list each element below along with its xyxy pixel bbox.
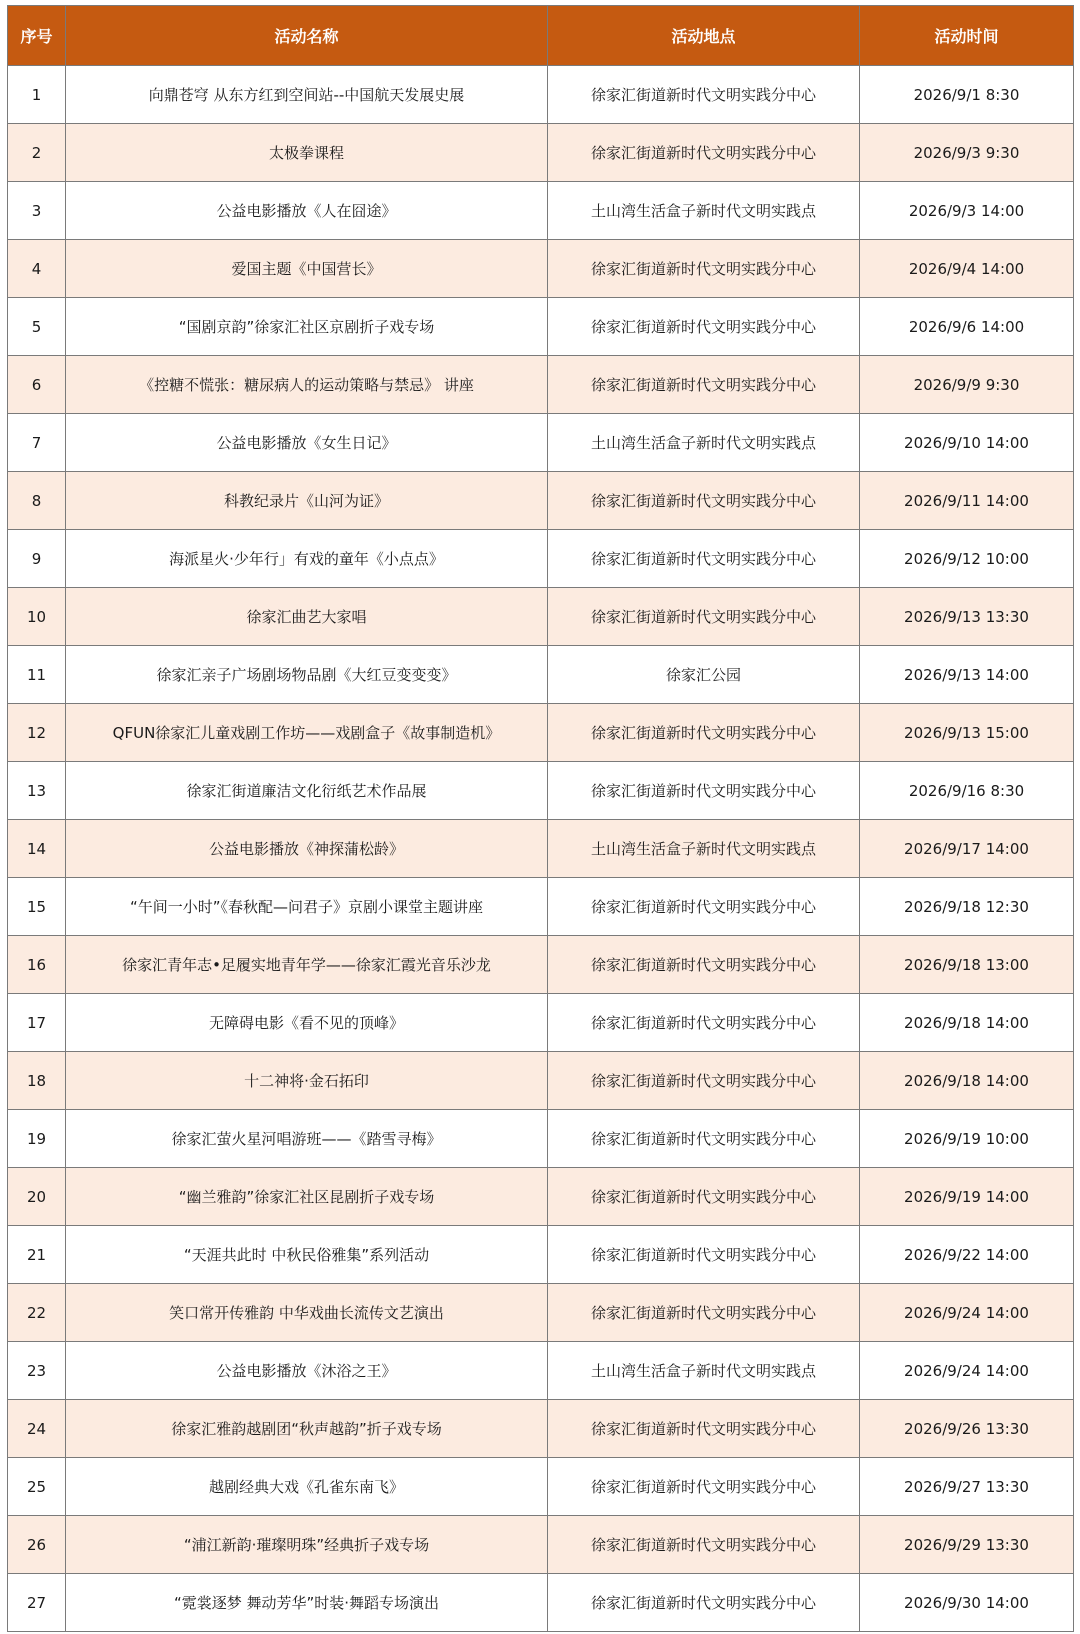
row-activity-time-cell: 2026/9/24 14:00 — [860, 1284, 1074, 1342]
row-activity-name-cell: 公益电影播放《人在囧途》 — [66, 182, 548, 240]
row-activity-time-cell: 2026/9/3 9:30 — [860, 124, 1074, 182]
row-activity-location-cell: 徐家汇街道新时代文明实践分中心 — [548, 472, 860, 530]
row-activity-location-cell: 徐家汇街道新时代文明实践分中心 — [548, 878, 860, 936]
table-row — [8, 588, 1074, 646]
table-row — [8, 356, 1074, 414]
table-row — [8, 1226, 1074, 1284]
header-activity-location: 活动地点 — [548, 6, 860, 66]
row-activity-name-cell: 无障碍电影《看不见的顶峰》 — [66, 994, 548, 1052]
row-seq-cell: 17 — [8, 994, 66, 1052]
row-activity-location-cell: 土山湾生活盒子新时代文明实践点 — [548, 182, 860, 240]
table-row — [8, 820, 1074, 878]
row-activity-time-cell: 2026/9/24 14:00 — [860, 1342, 1074, 1400]
row-seq-cell: 13 — [8, 762, 66, 820]
row-activity-location-cell: 徐家汇街道新时代文明实践分中心 — [548, 356, 860, 414]
row-activity-name-cell: “霓裳逐梦 舞动芳华”时装·舞蹈专场演出 — [66, 1574, 548, 1632]
row-activity-time-cell: 2026/9/18 14:00 — [860, 994, 1074, 1052]
row-activity-name-cell: 海派星火·少年行」有戏的童年《小点点》 — [66, 530, 548, 588]
row-seq-cell: 4 — [8, 240, 66, 298]
row-activity-time-cell: 2026/9/19 10:00 — [860, 1110, 1074, 1168]
row-seq-cell: 16 — [8, 936, 66, 994]
table-row — [8, 1168, 1074, 1226]
row-seq-cell: 25 — [8, 1458, 66, 1516]
row-seq-cell: 22 — [8, 1284, 66, 1342]
row-activity-name-cell: “国剧京韵”徐家汇社区京剧折子戏专场 — [66, 298, 548, 356]
row-activity-time-cell: 2026/9/12 10:00 — [860, 530, 1074, 588]
row-activity-name-cell: “幽兰雅韵”徐家汇社区昆剧折子戏专场 — [66, 1168, 548, 1226]
row-activity-time-cell: 2026/9/4 14:00 — [860, 240, 1074, 298]
row-seq-cell: 3 — [8, 182, 66, 240]
row-seq-cell: 5 — [8, 298, 66, 356]
row-seq-cell: 12 — [8, 704, 66, 762]
row-seq-cell: 24 — [8, 1400, 66, 1458]
row-activity-time-cell: 2026/9/13 13:30 — [860, 588, 1074, 646]
row-seq-cell: 8 — [8, 472, 66, 530]
table-row — [8, 1110, 1074, 1168]
row-activity-location-cell: 徐家汇街道新时代文明实践分中心 — [548, 704, 860, 762]
header-activity-time: 活动时间 — [860, 6, 1074, 66]
row-activity-name-cell: 向鼎苍穹 从东方红到空间站--中国航天发展史展 — [66, 66, 548, 124]
row-seq-cell: 11 — [8, 646, 66, 704]
row-seq-cell: 21 — [8, 1226, 66, 1284]
row-activity-location-cell: 徐家汇街道新时代文明实践分中心 — [548, 1400, 860, 1458]
row-activity-name-cell: 徐家汇雅韵越剧团“秋声越韵”折子戏专场 — [66, 1400, 548, 1458]
row-activity-location-cell: 徐家汇街道新时代文明实践分中心 — [548, 1168, 860, 1226]
row-activity-name-cell: 徐家汇街道廉洁文化衍纸艺术作品展 — [66, 762, 548, 820]
row-activity-time-cell: 2026/9/26 13:30 — [860, 1400, 1074, 1458]
table-row — [8, 646, 1074, 704]
row-seq-cell: 15 — [8, 878, 66, 936]
row-activity-time-cell: 2026/9/10 14:00 — [860, 414, 1074, 472]
table-row — [8, 124, 1074, 182]
row-activity-time-cell: 2026/9/19 14:00 — [860, 1168, 1074, 1226]
row-activity-location-cell: 徐家汇街道新时代文明实践分中心 — [548, 1110, 860, 1168]
row-activity-name-cell: 公益电影播放《女生日记》 — [66, 414, 548, 472]
row-activity-location-cell: 徐家汇街道新时代文明实践分中心 — [548, 1516, 860, 1574]
row-activity-location-cell: 徐家汇街道新时代文明实践分中心 — [548, 588, 860, 646]
row-activity-location-cell: 土山湾生活盒子新时代文明实践点 — [548, 820, 860, 878]
table-row — [8, 1458, 1074, 1516]
row-activity-time-cell: 2026/9/18 13:00 — [860, 936, 1074, 994]
row-activity-time-cell: 2026/9/30 14:00 — [860, 1574, 1074, 1632]
row-activity-name-cell: 越剧经典大戏《孔雀东南飞》 — [66, 1458, 548, 1516]
table-row — [8, 1400, 1074, 1458]
row-activity-time-cell: 2026/9/1 8:30 — [860, 66, 1074, 124]
row-activity-time-cell: 2026/9/27 13:30 — [860, 1458, 1074, 1516]
header-activity-name: 活动名称 — [66, 6, 548, 66]
row-activity-time-cell: 2026/9/13 15:00 — [860, 704, 1074, 762]
row-seq-cell: 27 — [8, 1574, 66, 1632]
row-activity-name-cell: “午间一小时”《春秋配—问君子》京剧小课堂主题讲座 — [66, 878, 548, 936]
row-activity-location-cell: 徐家汇街道新时代文明实践分中心 — [548, 762, 860, 820]
row-activity-location-cell: 土山湾生活盒子新时代文明实践点 — [548, 1342, 860, 1400]
row-activity-name-cell: 公益电影播放《沐浴之王》 — [66, 1342, 548, 1400]
row-seq-cell: 9 — [8, 530, 66, 588]
row-activity-time-cell: 2026/9/13 14:00 — [860, 646, 1074, 704]
table-row — [8, 298, 1074, 356]
row-activity-location-cell: 徐家汇街道新时代文明实践分中心 — [548, 936, 860, 994]
row-activity-name-cell: “天涯共此时 中秋民俗雅集”系列活动 — [66, 1226, 548, 1284]
row-activity-name-cell: 太极拳课程 — [66, 124, 548, 182]
row-activity-location-cell: 徐家汇公园 — [548, 646, 860, 704]
row-activity-time-cell: 2026/9/9 9:30 — [860, 356, 1074, 414]
activity-schedule-table — [7, 5, 1074, 1632]
row-activity-location-cell: 徐家汇街道新时代文明实践分中心 — [548, 1458, 860, 1516]
row-seq-cell: 26 — [8, 1516, 66, 1574]
table-row — [8, 994, 1074, 1052]
header-row — [8, 6, 1074, 66]
row-activity-time-cell: 2026/9/16 8:30 — [860, 762, 1074, 820]
row-activity-time-cell: 2026/9/18 12:30 — [860, 878, 1074, 936]
header-seq: 序号 — [8, 6, 66, 66]
activity-schedule-sheet — [7, 5, 1073, 1632]
row-activity-location-cell: 徐家汇街道新时代文明实践分中心 — [548, 66, 860, 124]
row-activity-name-cell: 徐家汇曲艺大家唱 — [66, 588, 548, 646]
table-row — [8, 472, 1074, 530]
row-activity-location-cell: 徐家汇街道新时代文明实践分中心 — [548, 240, 860, 298]
row-activity-name-cell: 公益电影播放《神探蒲松龄》 — [66, 820, 548, 878]
row-seq-cell: 10 — [8, 588, 66, 646]
table-row — [8, 1516, 1074, 1574]
table-body — [8, 66, 1074, 1632]
row-seq-cell: 7 — [8, 414, 66, 472]
row-activity-name-cell: 徐家汇萤火星河唱游班——《踏雪寻梅》 — [66, 1110, 548, 1168]
table-row — [8, 762, 1074, 820]
row-activity-time-cell: 2026/9/17 14:00 — [860, 820, 1074, 878]
row-seq-cell: 19 — [8, 1110, 66, 1168]
row-activity-location-cell: 土山湾生活盒子新时代文明实践点 — [548, 414, 860, 472]
row-seq-cell: 23 — [8, 1342, 66, 1400]
table-row — [8, 1574, 1074, 1632]
row-seq-cell: 2 — [8, 124, 66, 182]
row-seq-cell: 6 — [8, 356, 66, 414]
table-row — [8, 530, 1074, 588]
row-activity-name-cell: 徐家汇亲子广场剧场物品剧《大红豆变变变》 — [66, 646, 548, 704]
row-activity-name-cell: 科教纪录片《山河为证》 — [66, 472, 548, 530]
row-seq-cell: 18 — [8, 1052, 66, 1110]
row-activity-time-cell: 2026/9/3 14:00 — [860, 182, 1074, 240]
table-row — [8, 66, 1074, 124]
row-activity-name-cell: “浦江新韵·璀璨明珠”经典折子戏专场 — [66, 1516, 548, 1574]
row-activity-location-cell: 徐家汇街道新时代文明实践分中心 — [548, 1052, 860, 1110]
row-activity-name-cell: 十二神将·金石拓印 — [66, 1052, 548, 1110]
row-activity-name-cell: 爱国主题《中国营长》 — [66, 240, 548, 298]
row-activity-location-cell: 徐家汇街道新时代文明实践分中心 — [548, 994, 860, 1052]
row-activity-location-cell: 徐家汇街道新时代文明实践分中心 — [548, 298, 860, 356]
table-row — [8, 1342, 1074, 1400]
table-row — [8, 1052, 1074, 1110]
row-activity-name-cell: 《控糖不慌张：糖尿病人的运动策略与禁忌》 讲座 — [66, 356, 548, 414]
row-activity-time-cell: 2026/9/6 14:00 — [860, 298, 1074, 356]
row-activity-location-cell: 徐家汇街道新时代文明实践分中心 — [548, 1226, 860, 1284]
row-activity-time-cell: 2026/9/11 14:00 — [860, 472, 1074, 530]
row-activity-time-cell: 2026/9/29 13:30 — [860, 1516, 1074, 1574]
row-activity-name-cell: QFUN徐家汇儿童戏剧工作坊——戏剧盒子《故事制造机》 — [66, 704, 548, 762]
table-row — [8, 704, 1074, 762]
row-activity-location-cell: 徐家汇街道新时代文明实践分中心 — [548, 1574, 860, 1632]
table-row — [8, 878, 1074, 936]
row-seq-cell: 14 — [8, 820, 66, 878]
row-activity-name-cell: 徐家汇青年志•足履实地青年学——徐家汇霞光音乐沙龙 — [66, 936, 548, 994]
row-activity-location-cell: 徐家汇街道新时代文明实践分中心 — [548, 1284, 860, 1342]
row-activity-location-cell: 徐家汇街道新时代文明实践分中心 — [548, 124, 860, 182]
row-activity-name-cell: 笑口常开传雅韵 中华戏曲长流传文艺演出 — [66, 1284, 548, 1342]
row-activity-location-cell: 徐家汇街道新时代文明实践分中心 — [548, 530, 860, 588]
table-row — [8, 414, 1074, 472]
row-activity-time-cell: 2026/9/22 14:00 — [860, 1226, 1074, 1284]
table-row — [8, 182, 1074, 240]
row-seq-cell: 1 — [8, 66, 66, 124]
row-seq-cell: 20 — [8, 1168, 66, 1226]
table-row — [8, 1284, 1074, 1342]
table-row — [8, 240, 1074, 298]
table-row — [8, 936, 1074, 994]
row-activity-time-cell: 2026/9/18 14:00 — [860, 1052, 1074, 1110]
